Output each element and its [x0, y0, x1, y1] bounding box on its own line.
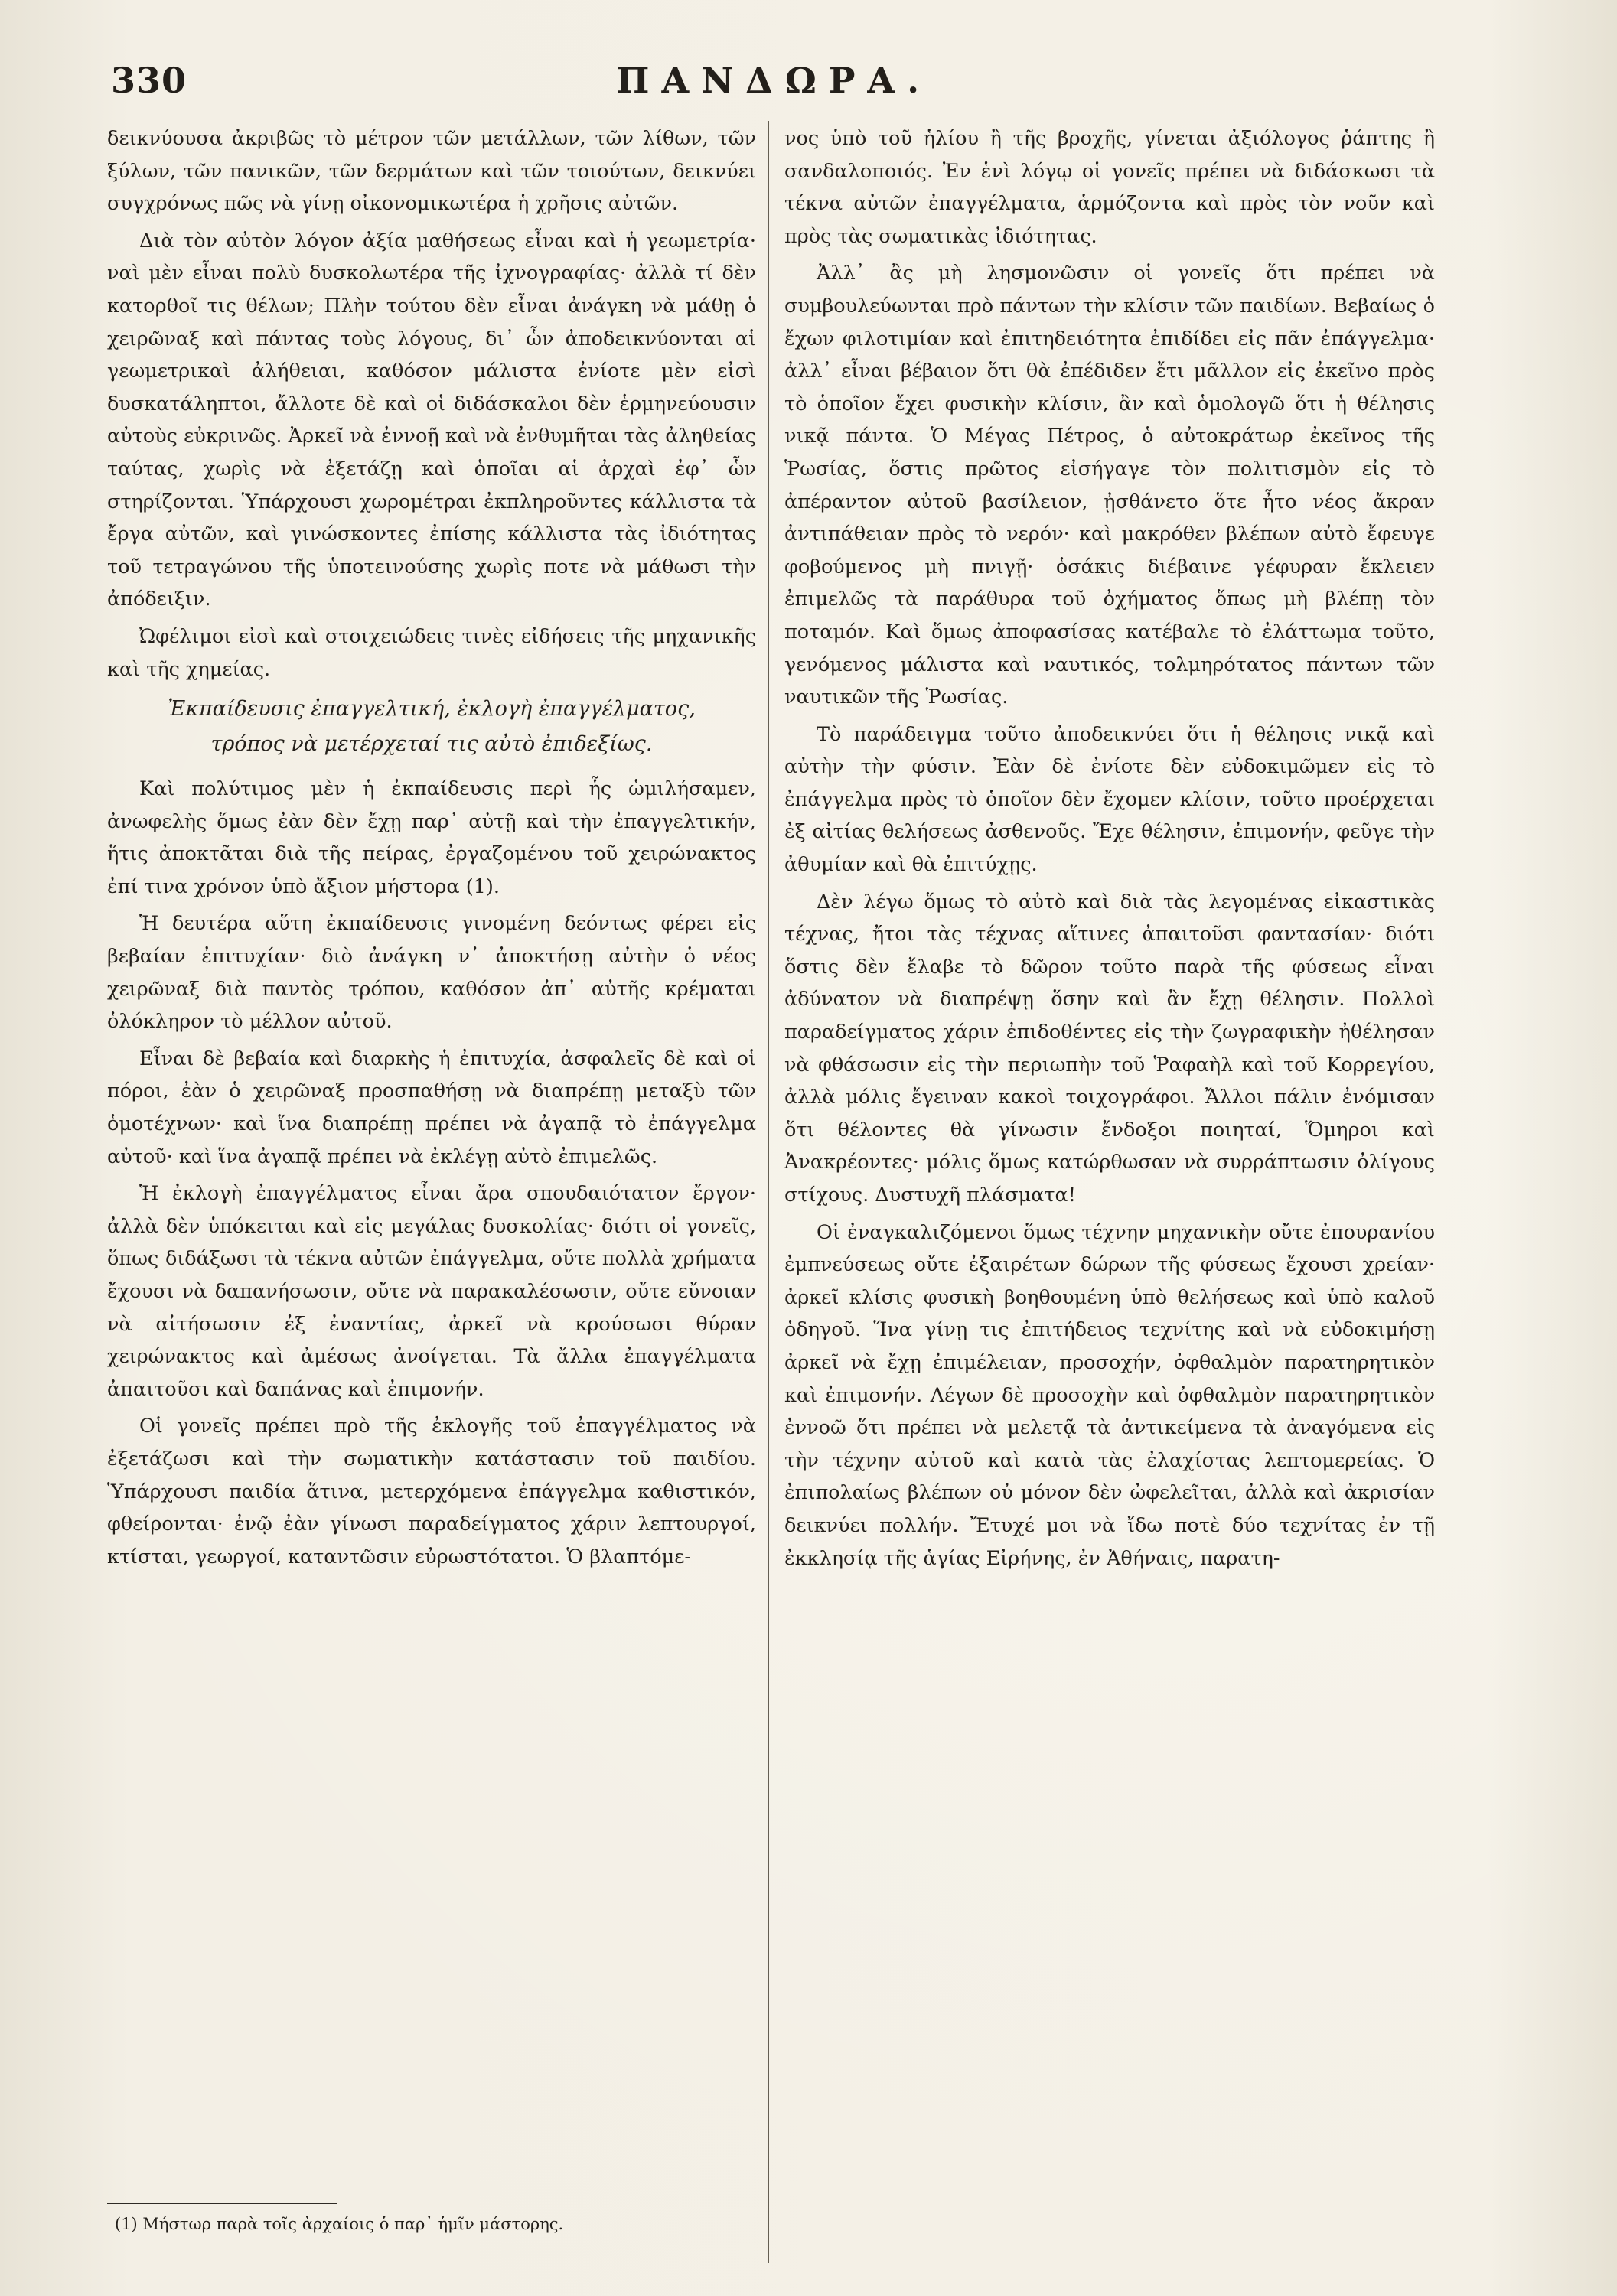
page-header — [111, 60, 937, 121]
paragraph: δεικνύουσα ἀκριβῶς τὸ μέτρον τῶν μετάλλων, τῶν λίθων, τῶν ξύλων, τῶν πανικῶν, τῶν δερμάτων καὶ τῶν τοιούτων, δεικνύει συγχρόνως πῶς νὰ γίνῃ οἰκονομικωτέρα ἡ χρῆσις αὐτῶν. — [107, 127, 756, 216]
paragraph: Τὸ παράδειγμα τοῦτο ἀποδεικνύει ὅτι ἡ θέλησις νικᾷ καὶ αὐτὴν τὴν φύσιν. Ἐὰν δὲ ἐνίοτε δὲν εὐδοκιμῶμεν εἰς τὸ ἐπάγγελμα πρὸς τὸ ὁποῖον δὲν ἔχομεν κλίσιν, τοῦτο προέρχεται ἐξ αἰτίας θελήσεως ἀσθενοῦς. Ἔχε θέλησιν, ἐπιμονήν, φεῦγε τὴν ἀθυμίαν καὶ θὰ ἐπιτύχῃς. — [784, 722, 1435, 877]
paragraph: Ὠφέλιμοι εἰσὶ καὶ στοιχειώδεις τινὲς εἰδήσεις τῆς μηχανικῆς καὶ τῆς χημείας. — [107, 624, 756, 681]
paragraph: Καὶ πολύτιμος μὲν ἡ ἐκπαίδευσις περὶ ἧς ὡμιλήσαμεν, ἀνωφελὴς ὅμως ἐὰν δὲν ἔχῃ παρ᾽ αὐτῇ καὶ τὴν ἐπαγγελτικήν, ἥτις ἀποκτᾶται διὰ τῆς πείρας, ἐργαζομένου τοῦ χειρώνακτος ἐπί τινα χρόνον ὑπὸ ἄξιον μήστορα (1). — [107, 777, 756, 898]
paragraph: Διὰ τὸν αὐτὸν λόγον ἀξία μαθήσεως εἶναι καὶ ἡ γεωμετρία· ναὶ μὲν εἶναι πολὺ δυσκολωτέρα τῆς ἰχνογραφίας· ἀλλὰ τί δὲν κατορθοῖ τις θέλων; Πλὴν τούτου δὲν εἶναι ἀνάγκη νὰ μάθῃ ὁ χειρῶναξ καὶ πάντας τοὺς λόγους, δι᾽ ὧν ἀποδεικνύονται αἱ γεωμετρικαὶ ἀλήθειαι, καθόσον μάλιστα ἐνίοτε μὲν εἰσὶ δυσκατάληπτοι, ἄλλοτε δὲ καὶ οἱ διδάσκαλοι δὲν ἑρμηνεύουσιν αὐτοὺς εὐκρινῶς. Ἀρκεῖ νὰ ἐννοῇ καὶ νὰ ἐνθυμῆται τὰς ἀληθείας ταύτας, χωρὶς νὰ ἐξετάζῃ καὶ ὁποῖαι αἱ ἀρχαὶ ἐφ᾽ ὧν στηρίζονται. Ὑπάρχουσι χωρομέτραι ἐκπληροῦντες κάλλιστα τὰ ἔργα αὐτῶν, καὶ γινώσκοντες ἐπίσης κάλλιστα τὰς ἰδιότητας τοῦ τετραγώνου τῆς ὑποτεινούσης χωρὶς ποτε νὰ μάθωσι τὴν ἀπόδειξιν. — [107, 229, 756, 611]
paragraph: Ἀλλ᾽ ἂς μὴ λησμονῶσιν οἱ γονεῖς ὅτι πρέπει νὰ συμβουλεύωνται πρὸ πάντων τὴν κλίσιν τῶν παιδίων. Βεβαίως ὁ ἔχων φιλοτιμίαν καὶ ἐπιτηδειότητα ἐπιδίδει εἰς πᾶν ἐπάγγελμα· ἀλλ᾽ εἶναι βέβαιον ὅτι θὰ ἐπέδιδεν ἔτι μᾶλλον εἰς ἐκεῖνο πρὸς τὸ ὁποῖον ἔχει φυσικὴν κλίσιν, ἂν καὶ ὁμολογῶ ὅτι ἡ θέλησις νικᾷ πάντα. Ὁ Μέγας Πέτρος, ὁ αὐτοκράτωρ ἐκεῖνος τῆς Ῥωσίας, ὅστις πρῶτος εἰσήγαγε τὸν πολιτισμὸν εἰς τὸ ἀπέραντον αὐτοῦ βασίλειον, ᾐσθάνετο ὅτε ἦτο νέος ἄκραν ἀντιπάθειαν πρὸς τὸ νερόν· καὶ μακρόθεν βλέπων αὐτὸ ἔφευγε φοβούμενος μὴ πνιγῇ· ὁσάκις διέβαινε γέφυραν ἔκλειεν ἐπιμελῶς τὰ παράθυρα τοῦ ὀχήματος ὅπως μὴ βλέπῃ τὸν ποταμόν. Καὶ ὅμως ἀποφασίσας κατέβαλε τὸ ἐλάττωμα τοῦτο, γενόμενος μάλιστα καὶ ναυτικός, τολμηρότατος πάντων τῶν ναυτικῶν τῆς Ῥωσίας. — [784, 262, 1435, 709]
section-heading — [107, 692, 756, 762]
paragraph: Οἱ γονεῖς πρέπει πρὸ τῆς ἐκλογῆς τοῦ ἐπαγγέλματος νὰ ἐξετάζωσι καὶ τὴν σωματικὴν κατάστασιν τοῦ παιδίου. Ὑπάρχουσι παιδία ἅτινα, μετερχόμενα ἐπάγγελμα καθιστικόν, φθείρονται· ἐνῷ ἐὰν γίνωσι παραδείγματος χάριν λεπτουργοί, κτίσται, γεωργοί, καταντῶσιν εὐρωστότατοι. Ὁ βλαπτόμε- — [107, 1415, 756, 1568]
paragraph: Δὲν λέγω ὅμως τὸ αὐτὸ καὶ διὰ τὰς λεγομένας εἰκαστικὰς τέχνας, ἤτοι τὰς τέχνας αἵτινες ἀπαιτοῦσι φαντασίαν· διότι ὅστις δὲν ἔλαβε τὸ δῶρον τοῦτο παρὰ τῆς φύσεως εἶναι ἀδύνατον νὰ διαπρέψῃ ὅσην καὶ ἂν ἔχῃ θέλησιν. Πολλοὶ παραδείγματος χάριν ἐπιδοθέντες εἰς τὴν ζωγραφικὴν ἠθέλησαν νὰ φθάσωσιν εἰς τὴν περιωπὴν τοῦ Ῥαφαὴλ καὶ τοῦ Κορρεγίου, ἀλλὰ μόλις ἔγειναν κακοὶ τοιχογράφοι. Ἄλλοι πάλιν ἐνόμισαν ὅτι θέλοντες θὰ γίνωσιν ἔνδοξοι ποιηταί, Ὅμηροι καὶ Ἀνακρέοντες· μόλις ὅμως κατώρθωσαν νὰ συρράπτωσιν ὀλίγους στίχους. Δυστυχῆ πλάσματα! — [784, 890, 1435, 1207]
left-column — [107, 122, 756, 1578]
footnote-divider — [107, 2203, 337, 2204]
paragraph: Οἱ ἐναγκαλιζόμενοι ὅμως τέχνην μηχανικὴν οὔτε ἐπουρανίου ἐμπνεύσεως οὔτε ἐξαιρέτων δώρων τῆς φύσεως ἔχουσι χρείαν· ἀρκεῖ κλίσις φυσικὴ βοηθουμένη ὑπὸ θελήσεως καὶ ὑπὸ καλοῦ ὁδηγοῦ. Ἵνα γίνῃ τις ἐπιτήδειος τεχνίτης καὶ νὰ εὐδοκιμήσῃ ἀρκεῖ νὰ ἔχῃ ἐπιμέλειαν, προσοχήν, ὀφθαλμὸν παρατηρητικὸν καὶ ἐπιμονήν. Λέγων δὲ προσοχὴν καὶ ὀφθαλμὸν παρατηρητικὸν ἐννοῶ ὅτι πρέπει νὰ μελετᾷ τὰ ἀντικείμενα τὰ ἀναγόμενα εἰς τὴν τέχνην αὐτοῦ καὶ κατὰ τὰς ἐλαχίστας λεπτομερείας. Ὁ ἐπιπολαίως βλέπων οὐ μόνον δὲν ὠφελεῖται, ἀλλὰ καὶ ἀκρισίαν δεικνύει πολλήν. Ἔτυχέ μοι νὰ ἴδω ποτὲ δύο τεχνίτας ἐν τῇ ἐκκλησίᾳ τῆς ἁγίας Εἰρήνης, ἐν Ἀθήναις, παρατη- — [784, 1220, 1435, 1570]
column-divider — [768, 121, 769, 2263]
section-heading-line: Ἐκπαίδευσις ἐπαγγελτική, ἐκλογὴ ἐπαγγέλματος, — [168, 697, 696, 721]
paragraph: νος ὑπὸ τοῦ ἡλίου ἢ τῆς βροχῆς, γίνεται ἀξιόλογος ῥάπτης ἢ σανδαλοποιός. Ἐν ἑνὶ λόγῳ οἱ γονεῖς πρέπει νὰ διδάσκωσι τὰ τέκνα αὐτῶν ἐπαγγέλματα, ἁρμόζοντα καὶ πρὸς τὸν νοῦν καὶ πρὸς τὰς σωματικὰς ἰδιότητας. — [784, 127, 1435, 248]
paragraph: Ἡ ἐκλογὴ ἐπαγγέλματος εἶναι ἄρα σπουδαιότατον ἔργον· ἀλλὰ δὲν ὑπόκειται καὶ εἰς μεγάλας δυσκολίας· διότι οἱ γονεῖς, ὅπως διδάξωσι τὰ τέκνα αὐτῶν ἐπάγγελμα, οὔτε πολλὰ χρήματα ἔχουσι νὰ δαπανήσωσιν, οὔτε νὰ παρακαλέσωσιν, οὔτε εὔνοιαν νὰ αἰτήσωσιν ἐξ ἐναντίας, ἀρκεῖ νὰ κρούσωσι θύραν χειρώνακτος καὶ ἀμέσως ἀνοίγεται. Τὰ ἄλλα ἐπαγγέλματα ἀπαιτοῦσι καὶ δαπάνας καὶ ἐπιμονήν. — [107, 1182, 756, 1401]
paragraph: Ἡ δευτέρα αὕτη ἐκπαίδευσις γινομένη δεόντως φέρει εἰς βεβαίαν ἐπιτυχίαν· διὸ ἀνάγκη ν᾽ ἀποκτήσῃ αὐτὴν ὁ νέος χειρῶναξ διὰ παντὸς τρόπου, καθόσον ἀπ᾽ αὐτῆς κρέμαται ὁλόκληρον τὸ μέλλον αὐτοῦ. — [107, 912, 756, 1034]
paragraph: Εἶναι δὲ βεβαία καὶ διαρκὴς ἡ ἐπιτυχία, ἀσφαλεῖς δὲ καὶ οἱ πόροι, ἐὰν ὁ χειρῶναξ προσπαθήσῃ νὰ διαπρέπῃ μεταξὺ τῶν ὁμοτέχνων· καὶ ἵνα διαπρέπῃ πρέπει νὰ ἀγαπᾷ τὸ ἐπάγγελμα αὐτοῦ· καὶ ἵνα ἀγαπᾷ πρέπει νὰ ἐκλέγῃ αὐτὸ ἐπιμελῶς. — [107, 1047, 756, 1168]
page-number: 330 — [111, 60, 187, 101]
right-column — [784, 122, 1435, 1579]
section-heading-line: τρόπος νὰ μετέρχεταί τις αὐτὸ ἐπιδεξίως. — [210, 732, 653, 757]
running-title: ΠΑΝΔΩΡΑ. — [616, 60, 932, 101]
footnote: (1) Μήστωρ παρὰ τοῖς ἀρχαίοις ὁ παρ᾽ ἡμῖν μάστορης. — [115, 2215, 564, 2233]
